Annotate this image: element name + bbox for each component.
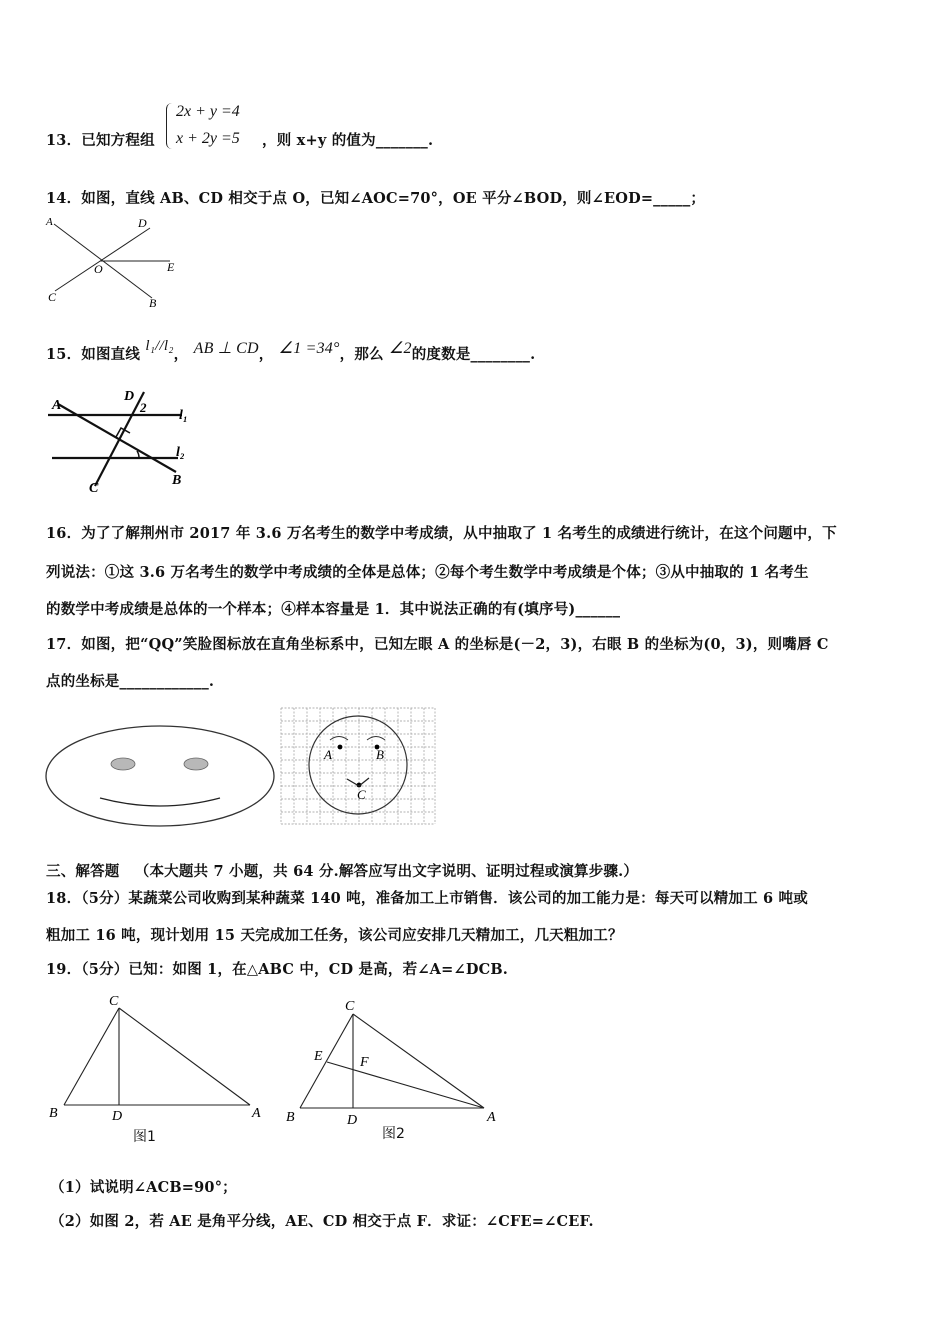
q14-label-o: O [94, 262, 103, 276]
grid-label-b: B [376, 747, 384, 762]
q15-label: 15．如图直线 [46, 346, 141, 363]
q15-parallel: l₁//l₂ [145, 338, 174, 354]
fig1-label-a: A [252, 1106, 261, 1121]
q15-perp: AB ⊥ CD [193, 340, 259, 357]
q17-line-2: 点的坐标是____________. [46, 673, 215, 690]
section-3-title: 三、解答题 [46, 863, 120, 880]
q15-label-l1: l₁ [179, 408, 188, 423]
q14-label-e: E [167, 260, 175, 274]
q19-figure-2 [282, 992, 512, 1128]
q15-label-b: B [172, 473, 182, 488]
section-3-heading [46, 860, 638, 881]
q14-figure [40, 212, 200, 312]
q15-label-2: 2 [140, 400, 147, 415]
q16-line-3: 的数学中考成绩是总体的一个样本；④样本容量是 1．其中说法正确的有(填序号)______ [46, 601, 621, 618]
grid-label-a: A [324, 747, 332, 762]
qq-grid-figure [279, 706, 437, 826]
q19-figure-1 [44, 990, 274, 1124]
q14-label-a: A [46, 216, 53, 228]
fig2-label-c: C [345, 999, 355, 1014]
q15-angle1: ∠1 =34° [278, 340, 340, 357]
fig2-label-d: D [347, 1113, 358, 1128]
q13-tail: ，则 x+y 的值为_______. [262, 132, 434, 149]
q16-line-1: 16．为了了解荆州市 2017 年 3.6 万名考生的数学中考成绩，从中抽取了 1 名考生的成绩进行统计，在这个问题中，下 [46, 525, 837, 542]
grid-label-c: C [357, 787, 366, 802]
q15-angle2: ∠2 [388, 340, 412, 357]
q17-line-1: 17．如图，把“QQ”笑脸图标放在直角坐标系中，已知左眼 A 的坐标是(－2，3)，右眼 B 的坐标为(0，3)，则嘴唇 C [46, 636, 829, 653]
q14-label-d: D [138, 216, 147, 230]
fig2-label-f: F [360, 1055, 369, 1070]
fig2-label-b: B [286, 1110, 295, 1125]
q19-text: 19．（5分）已知：如图 1，在△ABC 中，CD 是高，若∠A=∠DCB. [46, 961, 509, 978]
q19-part-2: （2）如图 2，若 AE 是角平分线，AE、CD 相交于点 F．求证：∠CFE=∠CEF. [50, 1213, 594, 1230]
q16-line-2: 列说法：①这 3.6 万名考生的数学中考成绩的全体是总体；②每个考生数学中考成绩是个体；③从中抽取的 1 名考生 [46, 564, 809, 581]
q18-line-1: 18．（5分）某蔬菜公司收购到某种蔬菜 140 吨，准备加工上市销售．该公司的加工能力是：每天可以精加工 6 吨或 [46, 890, 808, 907]
q19-part-1: （1）试说明∠ACB=90°； [50, 1179, 237, 1196]
q14-label-c: C [48, 290, 57, 304]
section-3-note: （本大题共 7 小题，共 64 分.解答应写出文字说明、证明过程或演算步骤.） [134, 863, 639, 880]
q15-tail: 的度数是________. [411, 346, 536, 363]
q13-line [46, 129, 155, 150]
fig2-caption: 图2 [382, 1126, 405, 1142]
q15-label-a: A [52, 398, 62, 413]
q13-equation-1: 2x + y =4 [176, 103, 240, 120]
fig2-label-a: A [487, 1110, 496, 1125]
fig1-label-c: C [109, 994, 119, 1009]
qq-smiley-face [44, 722, 280, 830]
q15-label-l2: l₂ [176, 445, 185, 460]
q15-label-c: C [89, 481, 99, 496]
equation-brace [166, 103, 173, 149]
fig1-label-b: B [49, 1106, 58, 1121]
q15-label-d: D [124, 389, 135, 404]
q13-equation-2: x + 2y =5 [176, 130, 240, 147]
q18-line-2: 粗加工 16 吨，现计划用 15 天完成加工任务，该公司应安排几天精加工，几天粗加工？ [46, 927, 623, 944]
fig2-label-e: E [314, 1049, 323, 1064]
q14-text: 14．如图，直线 AB、CD 相交于点 O，已知∠AOC=70°，OE 平分∠BOD，则∠EOD=_____； [46, 190, 706, 207]
q14-label-b: B [149, 296, 157, 310]
q15-line: 15．如图直线 l₁//l₂， AB ⊥ CD， ∠1 =34°，那么 ∠2的度数是________. [46, 338, 536, 363]
fig1-label-d: D [112, 1109, 123, 1124]
fig1-caption: 图1 [133, 1129, 156, 1145]
q15-figure [44, 386, 204, 496]
q15-mid: ，那么 [339, 346, 384, 363]
q13-label: 13．已知方程组 [46, 132, 155, 149]
